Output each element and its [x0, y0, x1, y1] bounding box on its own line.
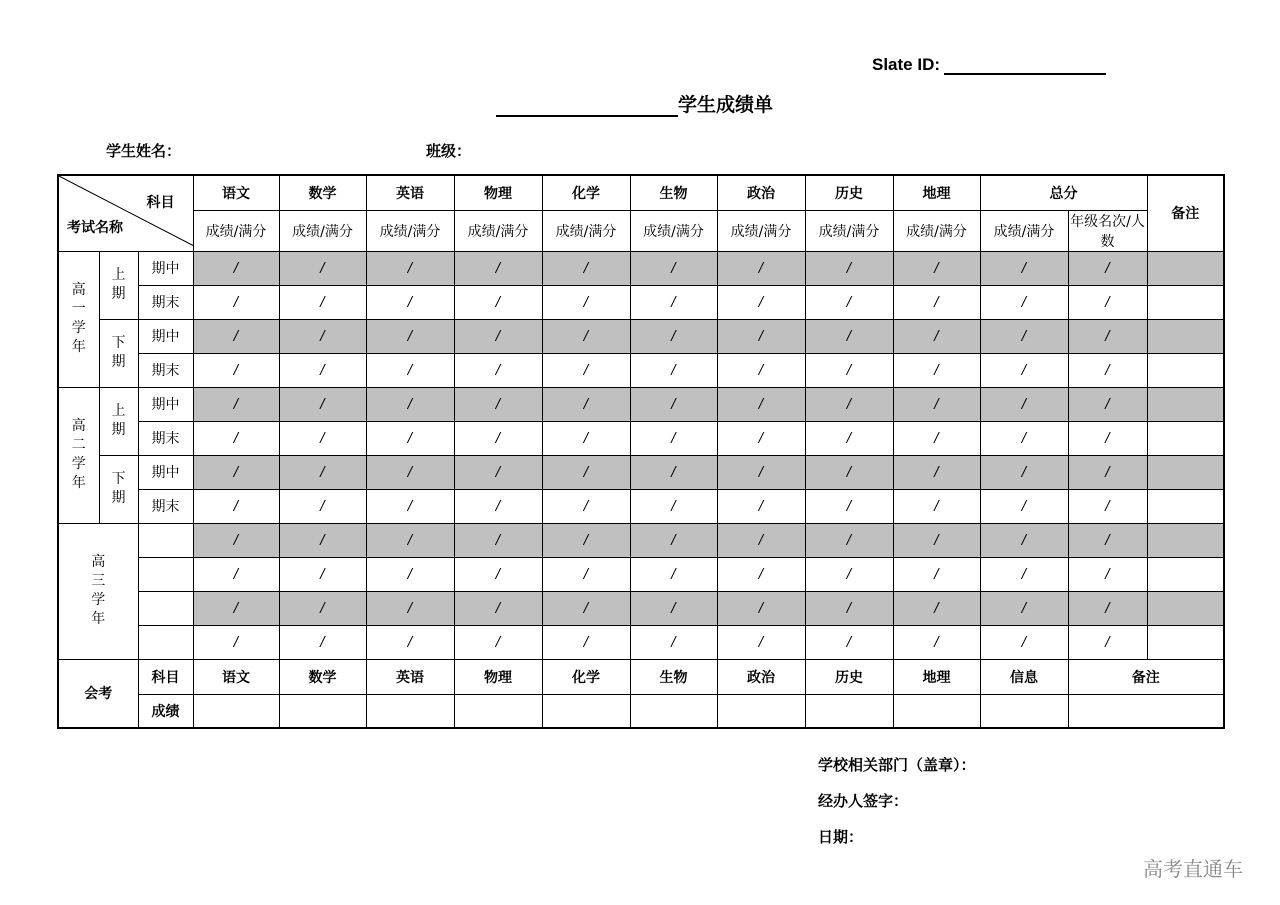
exam-label: 期末	[138, 353, 193, 387]
huikao-score-cell[interactable]	[630, 694, 717, 728]
score-cell[interactable]: /	[893, 387, 980, 421]
remarks-cell[interactable]	[1147, 625, 1224, 659]
rank-cell[interactable]: /	[1068, 285, 1147, 319]
remarks-cell[interactable]	[1147, 591, 1224, 625]
exam-label: 期中	[138, 319, 193, 353]
score-cell[interactable]: /	[279, 591, 366, 625]
huikao-subject: 英语	[366, 659, 454, 694]
score-cell[interactable]: /	[980, 591, 1068, 625]
exam-label: 期中	[138, 455, 193, 489]
score-cell[interactable]: /	[193, 387, 279, 421]
score-cell[interactable]: /	[805, 455, 893, 489]
score-cell[interactable]: /	[366, 625, 454, 659]
score-cell[interactable]: /	[893, 557, 980, 591]
watermark: 高考直通车	[1143, 857, 1243, 881]
score-cell[interactable]: /	[893, 625, 980, 659]
score-cell[interactable]: /	[193, 455, 279, 489]
rank-cell[interactable]: /	[1068, 625, 1147, 659]
huikao-subject: 化学	[542, 659, 630, 694]
score-cell[interactable]: /	[366, 387, 454, 421]
huikao-subject-label: 科目	[138, 659, 193, 694]
huikao-subject: 语文	[193, 659, 279, 694]
huikao-score-cell[interactable]	[893, 694, 980, 728]
huikao-score-cell[interactable]	[454, 694, 542, 728]
score-cell[interactable]: /	[980, 523, 1068, 557]
score-cell[interactable]: /	[454, 523, 542, 557]
score-subheader: 成绩/满分	[366, 210, 454, 251]
score-cell[interactable]: /	[542, 353, 630, 387]
score-cell[interactable]: /	[279, 489, 366, 523]
huikao-score-cell[interactable]	[805, 694, 893, 728]
exam-label[interactable]	[138, 625, 193, 659]
score-cell[interactable]: /	[366, 421, 454, 455]
subject-header: 语文	[193, 175, 279, 210]
score-cell[interactable]: /	[279, 319, 366, 353]
huikao-score-cell[interactable]	[279, 694, 366, 728]
score-subheader: 成绩/满分	[893, 210, 980, 251]
exam-label: 期中	[138, 251, 193, 285]
huikao-score-label: 成绩	[138, 694, 193, 728]
score-cell[interactable]: /	[630, 455, 717, 489]
score-cell[interactable]: /	[542, 387, 630, 421]
signer-label: 经办人签字：	[818, 792, 909, 810]
score-cell[interactable]: /	[805, 319, 893, 353]
score-cell[interactable]: /	[980, 421, 1068, 455]
huikao-subject: 信息	[980, 659, 1068, 694]
huikao-score-cell[interactable]	[193, 694, 279, 728]
slate-id-field[interactable]	[944, 57, 1106, 75]
score-cell[interactable]: /	[193, 421, 279, 455]
score-cell[interactable]: /	[717, 251, 805, 285]
score-cell[interactable]: /	[805, 285, 893, 319]
score-cell[interactable]: /	[366, 319, 454, 353]
remarks-cell[interactable]	[1147, 455, 1224, 489]
term-label: 上期	[99, 251, 138, 319]
score-cell[interactable]: /	[630, 251, 717, 285]
dept-stamp-label: 学校相关部门（盖章）：	[818, 756, 976, 774]
score-cell[interactable]: /	[630, 625, 717, 659]
score-cell[interactable]: /	[542, 557, 630, 591]
score-cell[interactable]: /	[893, 523, 980, 557]
score-cell[interactable]: /	[805, 625, 893, 659]
score-cell[interactable]: /	[366, 591, 454, 625]
score-cell[interactable]: /	[893, 591, 980, 625]
score-cell[interactable]: /	[366, 489, 454, 523]
score-cell[interactable]: /	[805, 489, 893, 523]
score-cell[interactable]: /	[630, 489, 717, 523]
class-label: 班级：	[426, 142, 472, 160]
score-cell[interactable]: /	[717, 387, 805, 421]
exam-label: 期末	[138, 285, 193, 319]
score-cell[interactable]: /	[454, 319, 542, 353]
score-cell[interactable]: /	[279, 387, 366, 421]
score-cell[interactable]: /	[717, 591, 805, 625]
year-label: 高一学年	[58, 251, 99, 387]
subject-header: 生物	[630, 175, 717, 210]
score-cell[interactable]: /	[893, 319, 980, 353]
rank-cell[interactable]: /	[1068, 319, 1147, 353]
score-cell[interactable]: /	[980, 557, 1068, 591]
score-subheader: 成绩/满分	[630, 210, 717, 251]
corner-subject-label: 科目	[146, 195, 175, 211]
score-cell[interactable]: /	[805, 523, 893, 557]
remarks-cell[interactable]	[1147, 251, 1224, 285]
rank-cell[interactable]: /	[1068, 421, 1147, 455]
score-cell[interactable]: /	[366, 523, 454, 557]
score-cell[interactable]: /	[454, 251, 542, 285]
term-label: 下期	[99, 455, 138, 523]
score-cell[interactable]: /	[454, 625, 542, 659]
remarks-cell[interactable]	[1147, 387, 1224, 421]
score-cell[interactable]: /	[454, 557, 542, 591]
slate-id-label: Slate ID:	[872, 55, 941, 74]
huikao-score-cell[interactable]	[717, 694, 805, 728]
remarks-header: 备注	[1147, 175, 1224, 251]
year-label: 高三学年	[58, 523, 138, 659]
score-cell[interactable]: /	[805, 591, 893, 625]
score-cell[interactable]: /	[454, 387, 542, 421]
score-cell[interactable]: /	[717, 455, 805, 489]
slate-id	[872, 55, 1106, 75]
score-cell[interactable]: /	[454, 285, 542, 319]
rank-cell[interactable]: /	[1068, 251, 1147, 285]
rank-cell[interactable]: /	[1068, 387, 1147, 421]
score-cell[interactable]: /	[630, 387, 717, 421]
score-subheader: 成绩/满分	[193, 210, 279, 251]
remarks-cell[interactable]	[1147, 523, 1224, 557]
remarks-cell[interactable]	[1147, 421, 1224, 455]
score-cell[interactable]: /	[980, 353, 1068, 387]
score-cell[interactable]: /	[717, 285, 805, 319]
page-title	[496, 90, 773, 117]
exam-label[interactable]	[138, 523, 193, 557]
exam-label: 期末	[138, 421, 193, 455]
score-subheader: 成绩/满分	[717, 210, 805, 251]
exam-label[interactable]	[138, 591, 193, 625]
score-cell[interactable]: /	[542, 523, 630, 557]
score-cell[interactable]: /	[980, 285, 1068, 319]
score-cell[interactable]: /	[717, 557, 805, 591]
remarks-cell[interactable]	[1147, 285, 1224, 319]
score-cell[interactable]: /	[193, 591, 279, 625]
score-cell[interactable]: /	[193, 353, 279, 387]
score-cell[interactable]: /	[279, 251, 366, 285]
total-header: 总分	[980, 175, 1147, 210]
huikao-score-cell[interactable]	[980, 694, 1068, 728]
year-label: 高二学年	[58, 387, 99, 523]
score-cell[interactable]: /	[193, 489, 279, 523]
subject-header: 化学	[542, 175, 630, 210]
title-blank[interactable]	[496, 95, 678, 117]
score-cell[interactable]: /	[542, 421, 630, 455]
score-cell[interactable]: /	[980, 455, 1068, 489]
score-cell[interactable]: /	[893, 251, 980, 285]
subject-header: 物理	[454, 175, 542, 210]
huikao-label: 会考	[58, 659, 138, 728]
subject-header: 政治	[717, 175, 805, 210]
exam-label[interactable]	[138, 557, 193, 591]
score-cell[interactable]: /	[542, 455, 630, 489]
score-cell[interactable]: /	[542, 251, 630, 285]
score-cell[interactable]: /	[630, 319, 717, 353]
score-cell[interactable]: /	[717, 353, 805, 387]
huikao-subject: 数学	[279, 659, 366, 694]
rank-cell[interactable]: /	[1068, 353, 1147, 387]
huikao-subject: 历史	[805, 659, 893, 694]
score-cell[interactable]: /	[630, 353, 717, 387]
score-cell[interactable]: /	[980, 489, 1068, 523]
score-cell[interactable]: /	[630, 591, 717, 625]
score-cell[interactable]: /	[717, 625, 805, 659]
score-cell[interactable]: /	[542, 591, 630, 625]
remarks-cell[interactable]	[1147, 557, 1224, 591]
score-cell[interactable]: /	[279, 421, 366, 455]
huikao-score-cell[interactable]	[366, 694, 454, 728]
score-cell[interactable]: /	[542, 285, 630, 319]
remarks-cell[interactable]	[1147, 489, 1224, 523]
score-cell[interactable]: /	[717, 319, 805, 353]
score-cell[interactable]: /	[630, 285, 717, 319]
score-cell[interactable]: /	[980, 387, 1068, 421]
score-cell[interactable]: /	[805, 387, 893, 421]
score-cell[interactable]: /	[279, 353, 366, 387]
score-cell[interactable]: /	[893, 489, 980, 523]
score-cell[interactable]: /	[454, 455, 542, 489]
score-cell[interactable]: /	[630, 523, 717, 557]
score-cell[interactable]: /	[366, 353, 454, 387]
score-cell[interactable]: /	[366, 251, 454, 285]
score-cell[interactable]: /	[454, 421, 542, 455]
score-cell[interactable]: /	[279, 625, 366, 659]
score-subheader: 成绩/满分	[542, 210, 630, 251]
score-subheader: 成绩/满分	[805, 210, 893, 251]
score-cell[interactable]: /	[193, 319, 279, 353]
huikao-subject: 生物	[630, 659, 717, 694]
huikao-remarks: 备注	[1068, 659, 1224, 694]
score-cell[interactable]: /	[717, 523, 805, 557]
score-cell[interactable]: /	[980, 319, 1068, 353]
remarks-cell[interactable]	[1147, 353, 1224, 387]
score-cell[interactable]: /	[366, 285, 454, 319]
term-label: 下期	[99, 319, 138, 387]
score-cell[interactable]: /	[193, 557, 279, 591]
score-cell[interactable]: /	[630, 421, 717, 455]
title-text: 学生成绩单	[678, 94, 774, 116]
score-cell[interactable]: /	[454, 591, 542, 625]
subject-header: 历史	[805, 175, 893, 210]
huikao-subject: 地理	[893, 659, 980, 694]
rank-cell[interactable]: /	[1068, 489, 1147, 523]
grades-table	[57, 174, 1225, 729]
score-cell[interactable]: /	[454, 353, 542, 387]
exam-label: 期末	[138, 489, 193, 523]
score-cell[interactable]: /	[893, 285, 980, 319]
score-cell[interactable]: /	[366, 557, 454, 591]
subject-header: 英语	[366, 175, 454, 210]
score-cell[interactable]: /	[893, 353, 980, 387]
remarks-cell[interactable]	[1147, 319, 1224, 353]
corner-header	[58, 175, 193, 251]
score-cell[interactable]: /	[193, 251, 279, 285]
subject-header: 地理	[893, 175, 980, 210]
score-cell[interactable]: /	[542, 625, 630, 659]
score-cell[interactable]: /	[717, 421, 805, 455]
score-cell[interactable]: /	[980, 251, 1068, 285]
score-cell[interactable]: /	[366, 455, 454, 489]
score-cell[interactable]: /	[542, 319, 630, 353]
score-cell[interactable]: /	[717, 489, 805, 523]
score-cell[interactable]: /	[542, 489, 630, 523]
rank-cell[interactable]: /	[1068, 557, 1147, 591]
exam-label: 期中	[138, 387, 193, 421]
subject-header: 数学	[279, 175, 366, 210]
term-label: 上期	[99, 387, 138, 455]
score-cell[interactable]: /	[980, 625, 1068, 659]
huikao-subject: 政治	[717, 659, 805, 694]
corner-exam-label: 考试名称	[67, 219, 123, 236]
score-cell[interactable]: /	[893, 455, 980, 489]
score-cell[interactable]: /	[454, 489, 542, 523]
score-cell[interactable]: /	[630, 557, 717, 591]
score-cell[interactable]: /	[279, 523, 366, 557]
rank-cell[interactable]: /	[1068, 591, 1147, 625]
score-cell[interactable]: /	[279, 557, 366, 591]
score-cell[interactable]: /	[805, 353, 893, 387]
rank-cell[interactable]: /	[1068, 523, 1147, 557]
score-subheader: 成绩/满分	[980, 210, 1068, 251]
score-subheader: 成绩/满分	[279, 210, 366, 251]
huikao-subject: 物理	[454, 659, 542, 694]
rank-subheader: 年级名次/人数	[1068, 210, 1147, 251]
score-cell[interactable]: /	[805, 421, 893, 455]
rank-cell[interactable]: /	[1068, 455, 1147, 489]
score-subheader: 成绩/满分	[454, 210, 542, 251]
date-label: 日期：	[818, 828, 864, 846]
student-name-label: 学生姓名：	[106, 142, 182, 160]
score-cell[interactable]: /	[805, 557, 893, 591]
huikao-score-cell[interactable]	[542, 694, 630, 728]
score-cell[interactable]: /	[279, 455, 366, 489]
score-cell[interactable]: /	[193, 625, 279, 659]
score-cell[interactable]: /	[893, 421, 980, 455]
score-cell[interactable]: /	[279, 285, 366, 319]
score-cell[interactable]: /	[193, 523, 279, 557]
huikao-remarks-cell[interactable]	[1068, 694, 1224, 728]
score-cell[interactable]: /	[193, 285, 279, 319]
score-cell[interactable]: /	[805, 251, 893, 285]
